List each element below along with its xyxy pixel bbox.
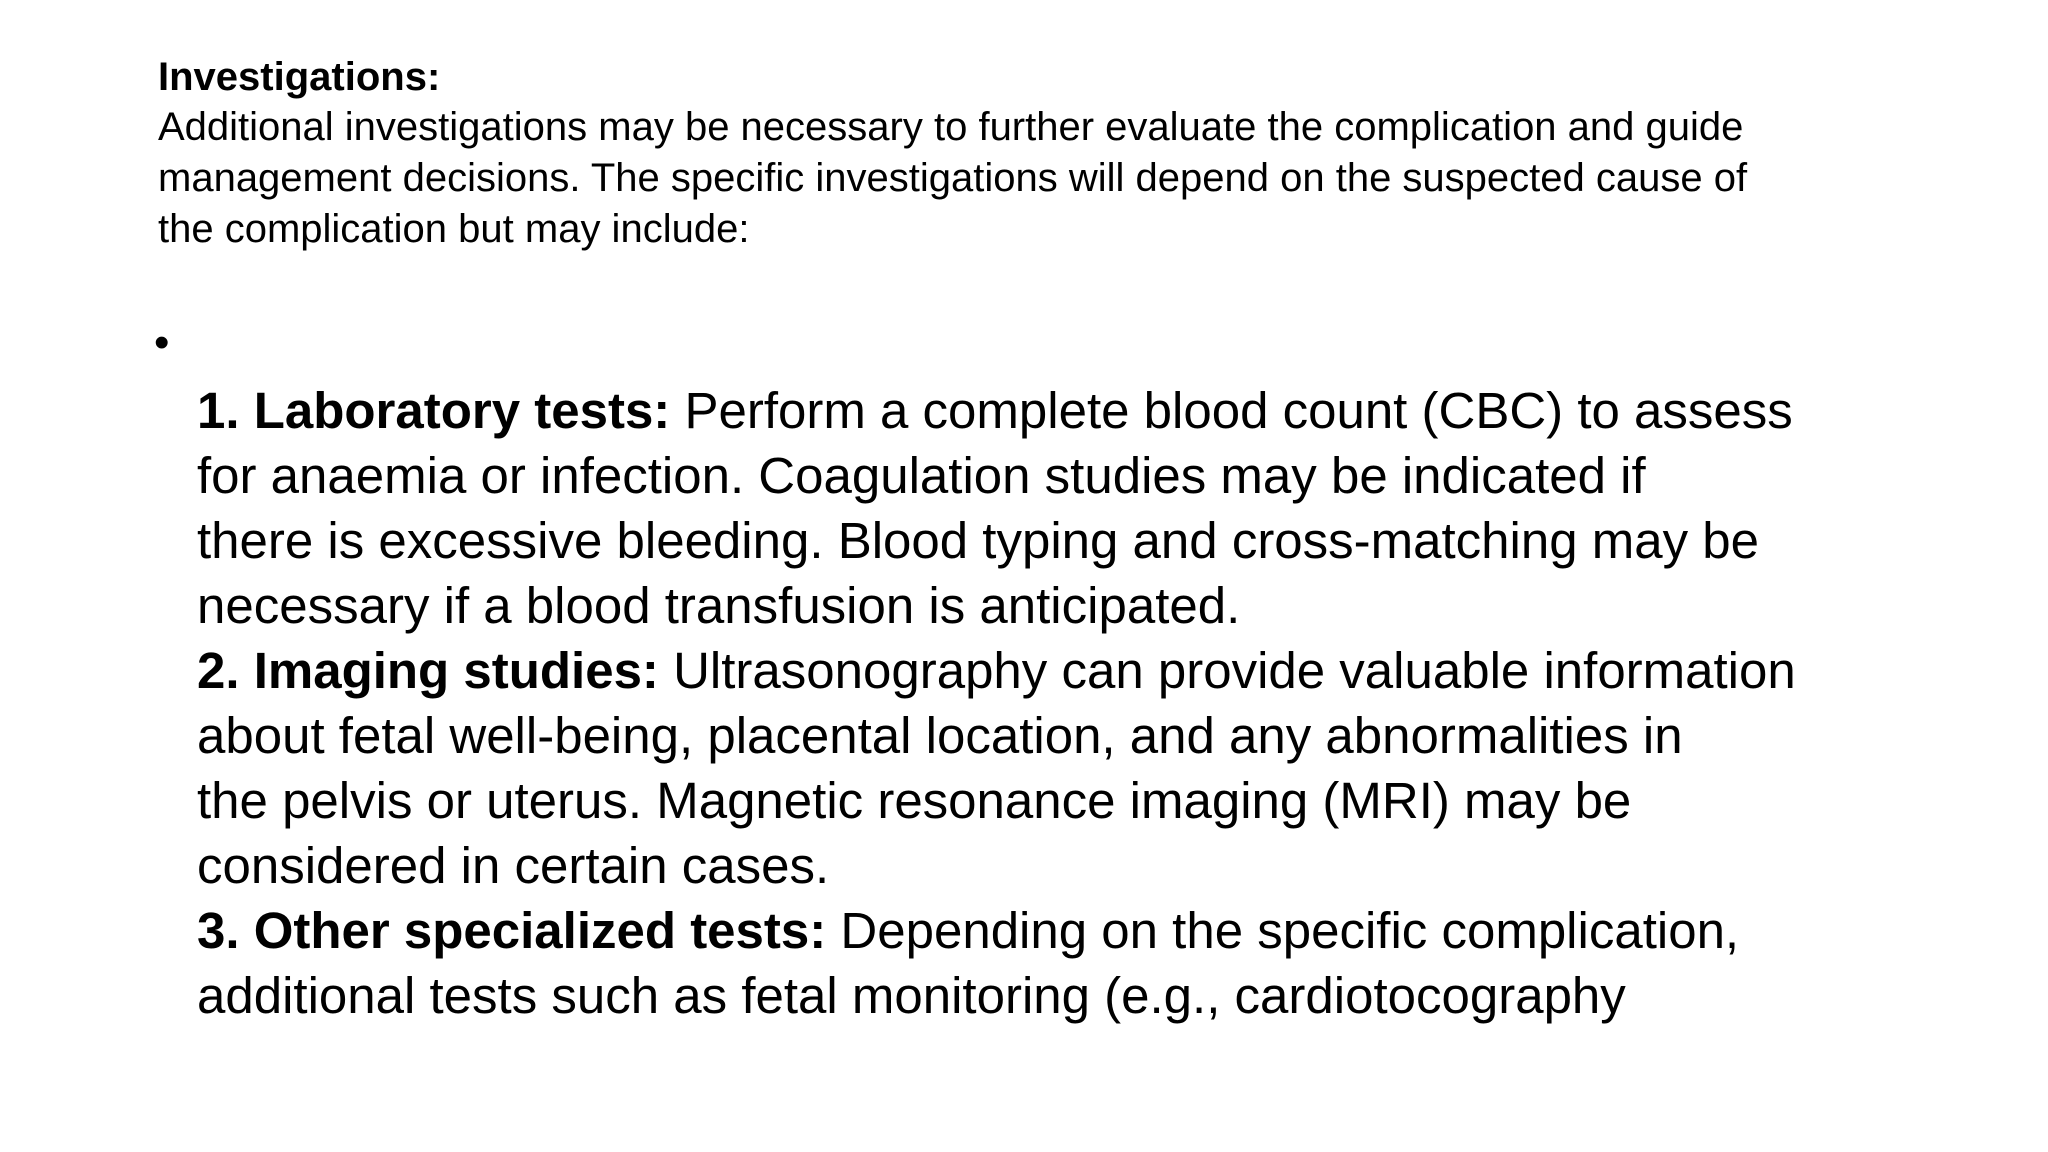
point-label: 3. Other specialized tests: [197,902,827,959]
point-text-line: about fetal well-being, placental location, and any abnormalities in [197,707,1683,764]
point-text-line: the pelvis or uterus. Magnetic resonance imaging (MRI) may be [197,772,1632,829]
list-item-first-line [197,638,1997,703]
point-label: 1. Laboratory tests: [197,382,671,439]
list-item-first-line [197,898,1997,963]
point-text-line: considered in certain cases. [197,837,830,894]
point-text-line: necessary if a blood transfusion is anticipated. [197,577,1241,634]
point-text-line: for anaemia or infection. Coagulation studies may be indicated if [197,447,1646,504]
point-text: Perform a complete blood count (CBC) to assess [670,382,1793,439]
intro-paragraph [158,102,1948,255]
point-text-line: there is excessive bleeding. Blood typing and cross-matching may be [197,512,1759,569]
list-item-first-line [197,378,1997,443]
bullet-marker: • [154,318,170,367]
section-heading: Investigations: [158,55,441,99]
point-label: 2. Imaging studies: [197,642,659,699]
point-text-line: additional tests such as fetal monitoring (e.g., cardiotocography [197,967,1626,1024]
intro-line: the complication but may include: [158,207,750,251]
intro-line: Additional investigations may be necessary to further evaluate the complication and guide [158,105,1744,149]
intro-line: management decisions. The specific investigations will depend on the suspected cause of [158,156,1748,200]
point-text: Ultrasonography can provide valuable information [658,642,1796,699]
point-text: Depending on the specific complication, [826,902,1740,959]
investigation-list [197,378,1997,1028]
